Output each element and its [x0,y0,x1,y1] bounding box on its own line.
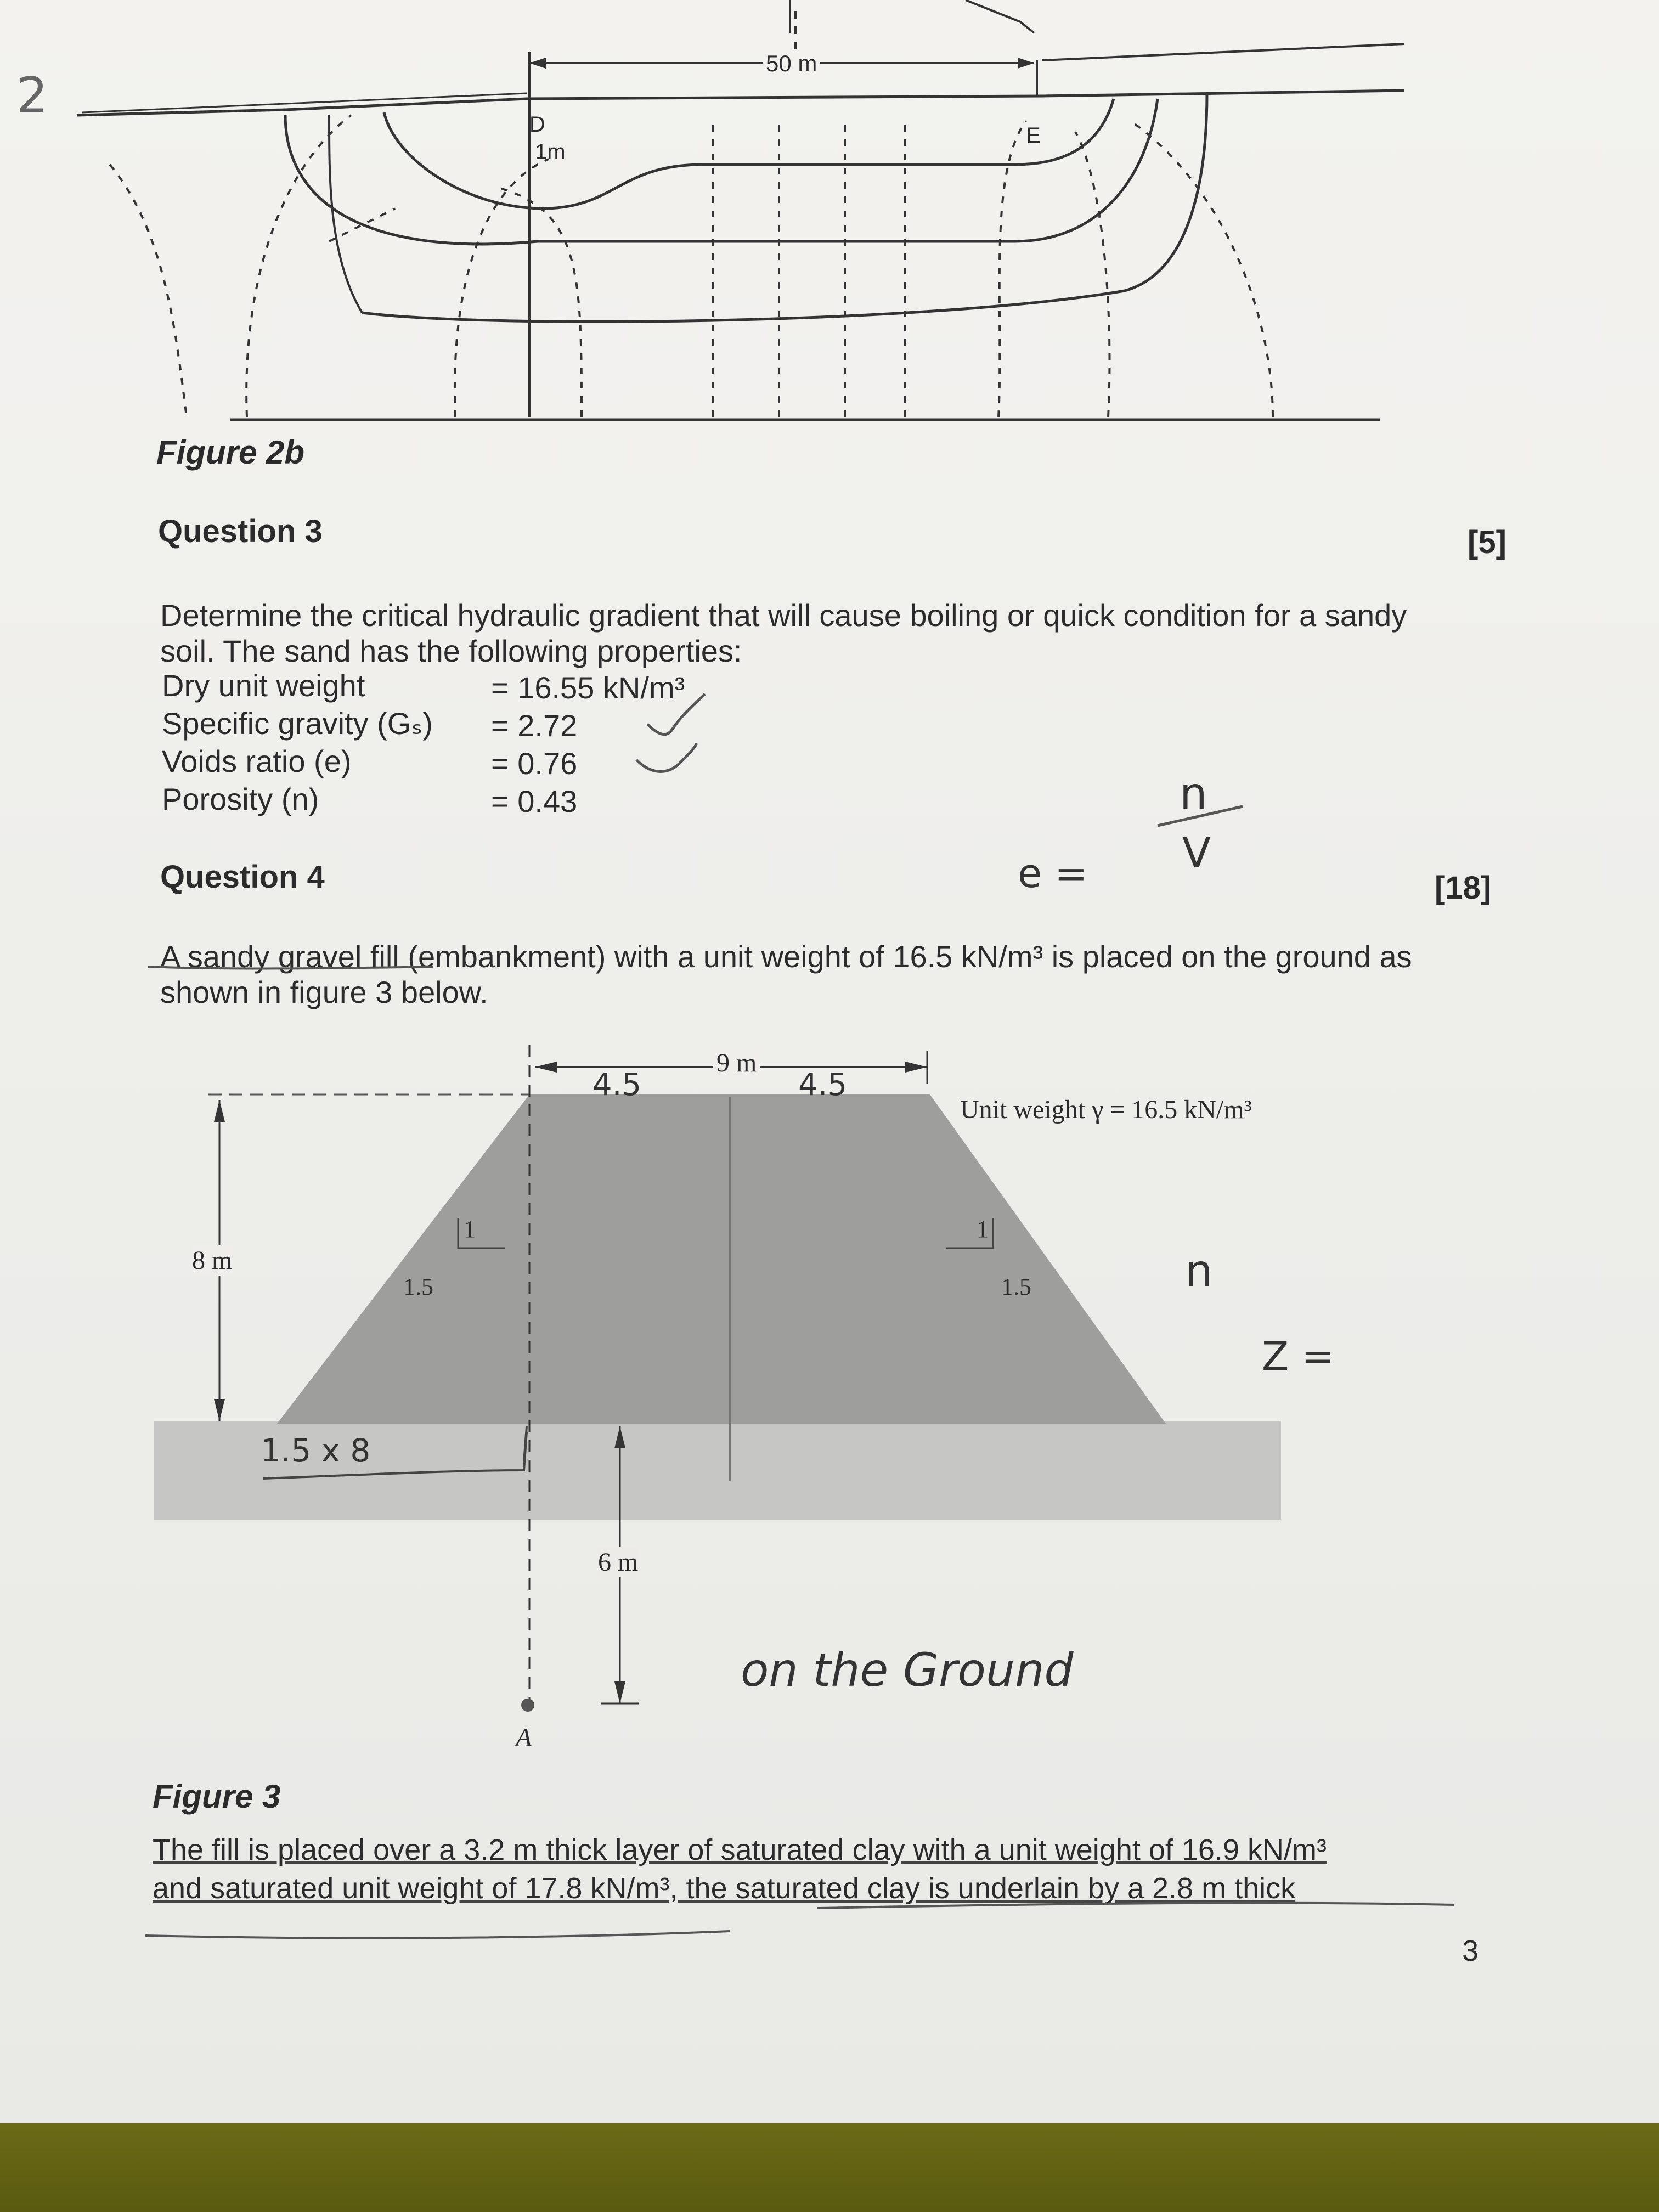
hand-e-num: n [1180,768,1207,819]
hand-top-right-half: 4.5 [798,1067,848,1103]
closing-line1: The fill is placed over a 3.2 m thick layer of saturated clay with a unit weight of 16.9 kN/m³ [153,1833,1327,1866]
point-e-label: E [1026,123,1041,148]
property-value: = 0.76 [491,746,578,781]
hand-top-left-half: 4.5 [592,1067,642,1103]
question-3-marks: [5] [1468,524,1506,560]
slope-run-left: 1.5 [403,1273,433,1300]
closing-line2: and saturated unit weight of 17.8 kN/m³, the saturated clay is underlain by a 2.8 m thick [153,1872,1296,1905]
hand-z-note: Z = [1262,1333,1335,1379]
question-3-intro-line1: Determine the critical hydraulic gradient that will cause boiling or quick condition for a sandy [160,598,1407,633]
hand-e-formula: e = [1018,850,1088,896]
property-name: Porosity (n) [162,782,319,816]
question-4-intro-line1: A sandy gravel fill (embankment) with a unit weight of 16.5 kN/m³ is placed on the ground as [160,939,1412,974]
top-width-label: 9 m [713,1048,760,1078]
depth-1m-label: 1m [535,140,566,164]
question-3-intro-line2: soil. The sand has the following properties: [160,634,742,668]
point-d-label: D [529,112,545,137]
slope-rise-right: 1 [977,1216,989,1243]
slope-run-right: 1.5 [1001,1273,1031,1300]
hand-ground-note: on the Ground [741,1643,1074,1697]
question-4-intro-line2: shown in figure 3 below. [160,975,488,1009]
hand-e-den: V [1182,828,1211,877]
property-name: Voids ratio (e) [162,744,352,778]
figure-2b-caption: Figure 2b [156,434,305,471]
point-a-label: A [516,1723,532,1752]
slope-rise-left: 1 [464,1216,476,1243]
depth-label: 6 m [598,1548,639,1577]
margin-note: 2 [16,67,48,125]
height-label: 8 m [192,1246,233,1275]
property-value: = 0.43 [491,784,578,819]
question-4-marks: [18] [1435,870,1492,906]
figure-3-caption: Figure 3 [153,1778,281,1815]
property-name: Dry unit weight [162,668,365,703]
dimension-50m: 50 m [763,50,820,77]
property-value: = 2.72 [491,708,578,743]
question-4-title: Question 4 [160,859,325,895]
property-name: Specific gravity (Gₛ) [162,706,433,741]
property-value: = 16.55 kN/m³ [491,670,685,705]
page-number: 3 [1462,1934,1479,1967]
hand-base-calc: 1.5 x 8 [261,1432,371,1469]
hand-n-note: n [1185,1245,1213,1296]
question-3-title: Question 3 [158,514,323,549]
unit-weight-label: Unit weight γ = 16.5 kN/m³ [960,1095,1252,1124]
